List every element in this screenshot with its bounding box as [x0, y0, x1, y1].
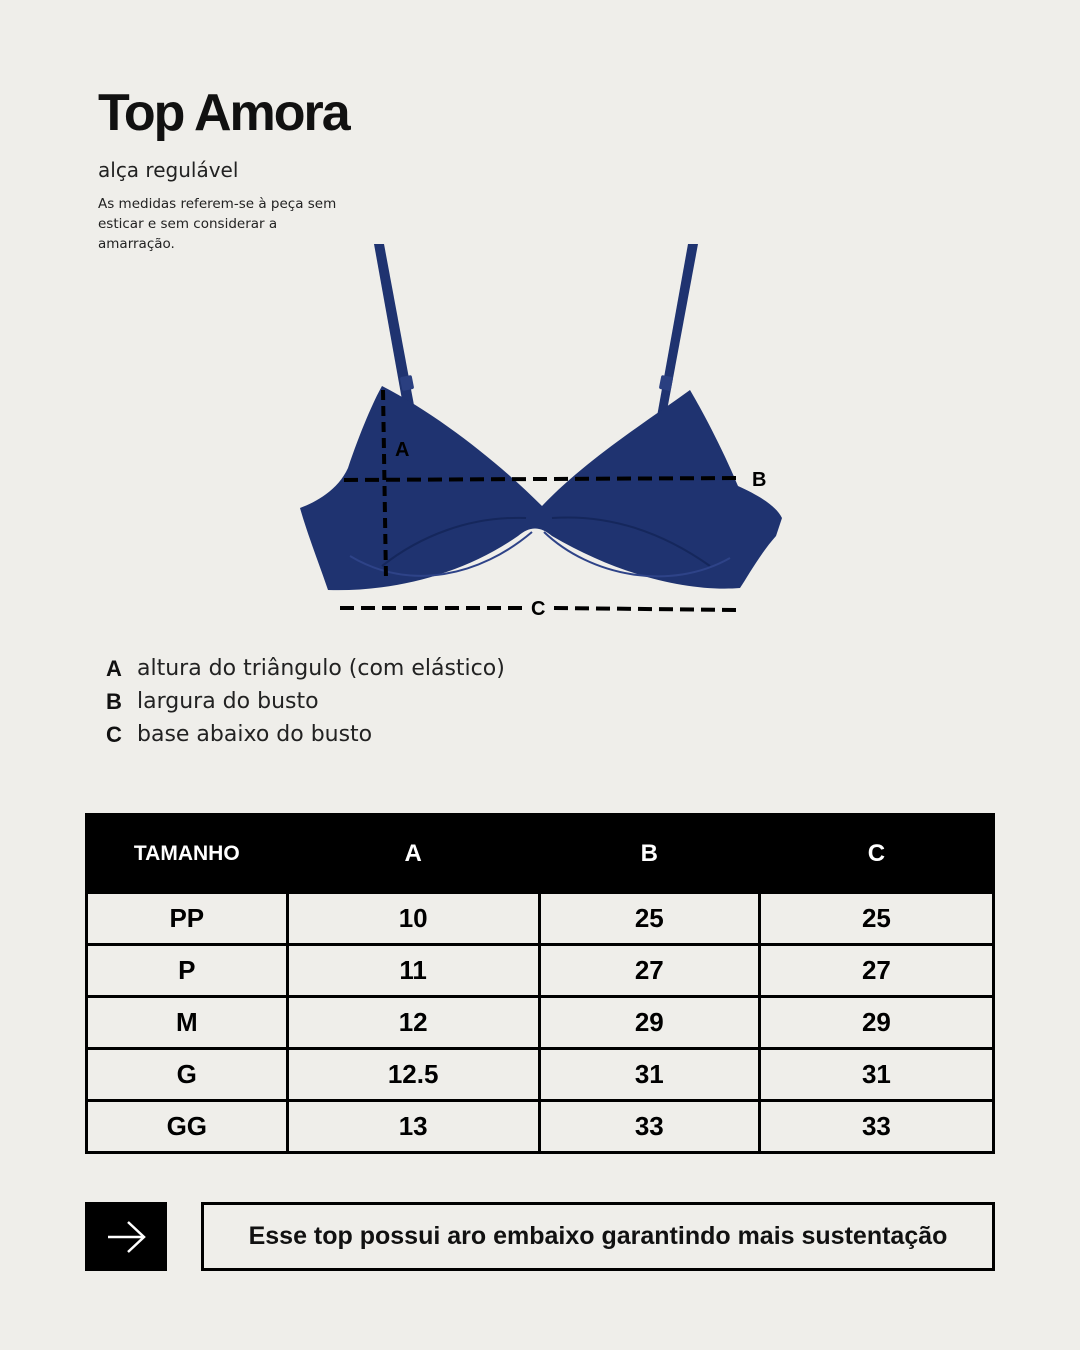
- value-cell: 27: [759, 945, 993, 997]
- value-cell: 25: [759, 893, 993, 945]
- legend-description: largura do busto: [137, 689, 319, 714]
- subtitle: alça regulável: [98, 158, 239, 182]
- value-cell: 33: [759, 1101, 993, 1153]
- size-cell: P: [87, 945, 288, 997]
- page-title: Top Amora: [98, 84, 349, 142]
- value-cell: 29: [539, 997, 759, 1049]
- value-cell: 25: [539, 893, 759, 945]
- arrow-right-icon: [104, 1220, 148, 1254]
- size-table: [85, 813, 995, 1154]
- size-cell: M: [87, 997, 288, 1049]
- value-cell: 31: [759, 1049, 993, 1101]
- arrow-badge: [85, 1202, 167, 1271]
- value-cell: 13: [287, 1101, 539, 1153]
- value-cell: 11: [287, 945, 539, 997]
- value-cell: 27: [539, 945, 759, 997]
- measurement-note: As medidas referem-se à peça sem esticar e sem considerar a amarração.: [98, 196, 337, 252]
- value-cell: 12.5: [287, 1049, 539, 1101]
- underwire-info-text: Esse top possui aro embaixo garantindo mais sustentação: [248, 1222, 948, 1250]
- value-cell: 12: [287, 997, 539, 1049]
- column-header-c: C: [759, 815, 993, 893]
- bra-body: [300, 386, 782, 590]
- table-row: [87, 893, 994, 945]
- legend-item-a: [106, 652, 505, 685]
- bra-measurement-diagram: [290, 236, 790, 626]
- size-cell: GG: [87, 1101, 288, 1153]
- legend-key: A: [106, 655, 122, 681]
- legend-key: C: [106, 721, 122, 747]
- measurement-legend: [106, 652, 505, 751]
- size-cell: G: [87, 1049, 288, 1101]
- value-cell: 10: [287, 893, 539, 945]
- legend-item-b: [106, 685, 505, 718]
- value-cell: 29: [759, 997, 993, 1049]
- value-cell: 33: [539, 1101, 759, 1153]
- table-row: [87, 997, 994, 1049]
- table-row: [87, 1049, 994, 1101]
- column-header-a: A: [287, 815, 539, 893]
- table-row: [87, 945, 994, 997]
- legend-item-c: [106, 718, 505, 751]
- measure-b-label: B: [752, 469, 767, 491]
- measure-a-label: A: [395, 439, 410, 461]
- bra-illustration: [290, 236, 790, 626]
- legend-key: B: [106, 688, 122, 714]
- underwire-info-box: [201, 1202, 995, 1271]
- column-header-size: TAMANHO: [87, 815, 288, 893]
- measure-c-label: C: [531, 598, 546, 620]
- legend-description: base abaixo do busto: [137, 722, 373, 747]
- value-cell: 31: [539, 1049, 759, 1101]
- measure-c-line-right: [554, 608, 738, 610]
- size-cell: PP: [87, 893, 288, 945]
- column-header-b: B: [539, 815, 759, 893]
- table-header-row: [87, 815, 994, 893]
- table-row: [87, 1101, 994, 1153]
- legend-description: altura do triângulo (com elástico): [137, 656, 505, 681]
